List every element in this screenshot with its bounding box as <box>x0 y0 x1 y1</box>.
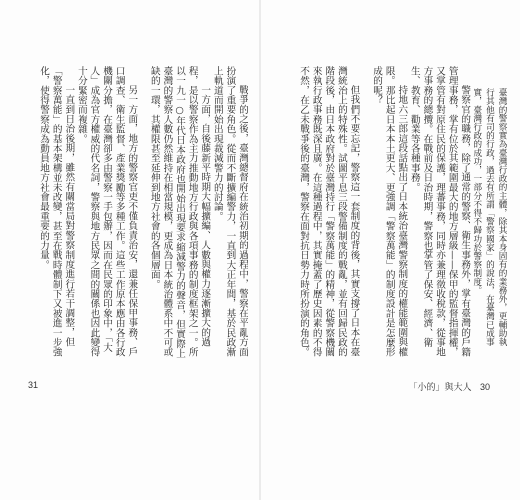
paragraph: 持地六三郎這段話點出了日本統治臺灣警察制度的權能範圍與權限。那比起日本本土更大、更強調「警察萬能」的制度設計是怎麼形成的呢？ <box>371 66 408 357</box>
right-page <box>260 0 520 500</box>
paragraph: 戰爭的之後，臺灣總督府在統治初期的過程中，警察在平亂方面扮演了重要角色。從而不斷擴編警力，一直到大正年間，基於民政漸上軌道而開始出現裁減警力的討論。 <box>211 66 248 357</box>
page-number: 30 <box>479 382 490 392</box>
paragraph: 另一方面，地方的警察官吏不僅負責治安，還兼任保甲事務、戶口調查、衛生監督、產業獎勵等多種工作。這些工作原本應由各行政機關分擔，在臺灣卻多由警察一手包辦，因而在民眾的印象中，「大人」成為官方權威的代名詞，警察與地方民眾之間的關係也因此變得十分緊密而複雜。 <box>75 66 138 357</box>
page-footer <box>408 380 490 393</box>
running-head: 「小的」與大人 <box>408 382 472 392</box>
paragraph: 警察官的職務，除了通常的警察、衛生事務外，掌有臺灣的戶籍管理事務，掌有位於其範圍最大的地方層級——保甲的監督指揮權，又掌管有對原住民的保護，理蕃事務，同時亦兼理徵收稅款，從事地方事務的總攬。在戰前及日治時期，警察也掌管了保安、經濟、衛生、教育、勸業等各種事務。 <box>408 66 471 357</box>
paragraph: 一直到日治後期，雖然有關當局對警察制度進行若干調整，但「警察萬能」的基本架構並未改變，甚至在戰時體制下又被進一步強化，使得警察成為動員地方社會最重要的力量。 <box>38 66 75 357</box>
paragraph: 一方面，自後藤新平時期大幅擴編、人數與權力逐漸擴大的過程，是以警察作為主力推動地方行政與各項事務的制度框架之一。所以一九一○年代日本政府也開始出現要求縮減警力的聲音，但實際上臺灣的警察人數仍然維持在相當規模，更成為日本統治體系中不可或缺的一環，其權限甚至延伸到地方社會的各個層面。 <box>148 66 211 359</box>
left-page-body <box>12 66 248 366</box>
right-page-body <box>272 66 508 366</box>
paragraph: 但我們不要忘記，警察這一套制度的背後，其實支撐了日本在臺灣統治上的特殊性。試圖平息三段警備制度的戰亂，並有回歸民政的階段後，由日本政府對於臺灣持行「警察萬能」的精神，從警察機關來執行政事務既深且廣。在這種過程中，其實掩蓋了歷史因素的不得不然，在乙未戰爭後的臺灣，警察在面對抗日勢力時所扮演的角色。 <box>298 66 360 357</box>
page-number: 31 <box>28 380 39 390</box>
block-quote: 臺灣的警察實為臺灣行政的主體，除其本身固有的業務外，更輔助執行其他有司的行政，過去有所謂「警察國家」的說法，在臺灣已成事實，臺灣行政的成功，一部分不得不歸功於警察制度。 <box>471 88 507 346</box>
